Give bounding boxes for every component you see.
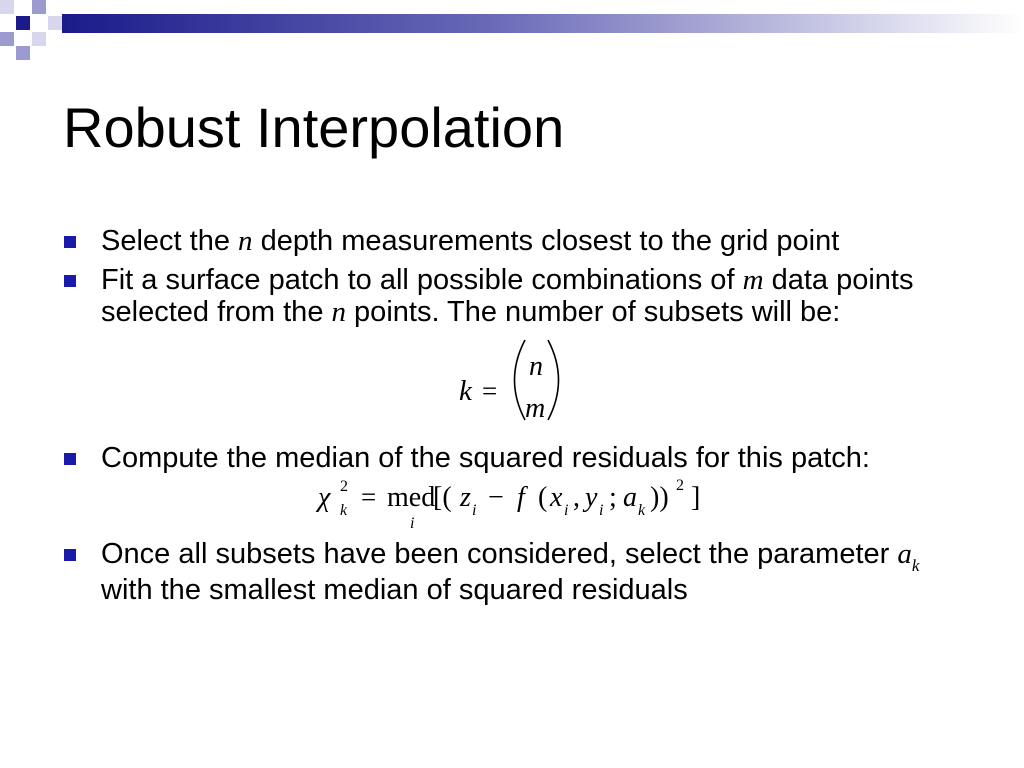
formula-z-sub: i (472, 502, 477, 519)
formula-y: y (585, 482, 598, 513)
bullet-item: Once all subsets have been considered, select the parameter $a_k$ with the smallest median of squared residuals (64, 538, 964, 606)
variable-n: n (331, 296, 346, 328)
deco-square (32, 32, 46, 46)
variable-a-subscript: k (911, 556, 920, 575)
formula-y-sub: i (599, 502, 604, 519)
right-paren (548, 340, 559, 420)
variable-n: n (238, 225, 253, 257)
formula-close-sup: 2 (676, 477, 684, 494)
binom-bottom: m (525, 393, 546, 424)
median-formula-graphic (64, 474, 964, 530)
formula-paren-open: ( (538, 482, 548, 513)
formula-chi-sup: 2 (340, 478, 348, 495)
bullet-item: Compute the median of the squared residuals for this patch: (64, 442, 964, 474)
median-formula (64, 474, 964, 530)
formula-equals: = (482, 376, 498, 406)
binomial-formula-graphic (64, 328, 964, 432)
deco-square (16, 46, 30, 60)
formula-chi-sub: k (340, 502, 348, 519)
formula-f: f (517, 482, 525, 513)
formula-a: a (623, 482, 637, 513)
bullet-item: Select the n depth measurements closest to the grid point (64, 225, 964, 257)
square-bullet-icon (64, 236, 76, 248)
left-paren (515, 340, 526, 420)
formula-close: )) (650, 482, 669, 513)
bullet-item: Fit a surface patch to all possible combinations of m data points selected from the n points. The number of subsets will be: (64, 264, 964, 328)
formula-k: k (459, 375, 472, 407)
binom-top: n (529, 351, 543, 382)
formula-chi: χ (318, 482, 331, 513)
formula-comma: , (573, 482, 580, 513)
square-bullet-icon (64, 549, 76, 561)
formula-z: z (460, 482, 471, 513)
formula-minus: − (488, 482, 504, 513)
corner-decoration (0, 0, 1024, 70)
header-gradient-bar (62, 14, 1024, 33)
slide-title: Robust Interpolation (63, 96, 565, 159)
deco-square (48, 16, 62, 30)
square-bullet-icon (64, 453, 76, 465)
deco-square (0, 0, 14, 14)
formula-equals: = (361, 482, 377, 512)
formula-x-sub: i (564, 502, 569, 519)
deco-square (0, 32, 14, 46)
deco-square (16, 16, 30, 30)
square-bullet-icon (64, 275, 76, 287)
bullet-list (64, 225, 964, 606)
formula-open: [( (433, 482, 452, 513)
deco-square (32, 0, 46, 14)
formula-med: med (387, 482, 436, 513)
formula-a-sub: k (638, 502, 646, 519)
formula-semicolon: ; (609, 482, 617, 513)
variable-a: a (897, 538, 912, 570)
binomial-formula (64, 328, 964, 432)
formula-x: x (550, 482, 563, 513)
variable-m: m (742, 264, 764, 296)
formula-end: ] (691, 482, 701, 513)
formula-med-sub: i (410, 515, 415, 532)
